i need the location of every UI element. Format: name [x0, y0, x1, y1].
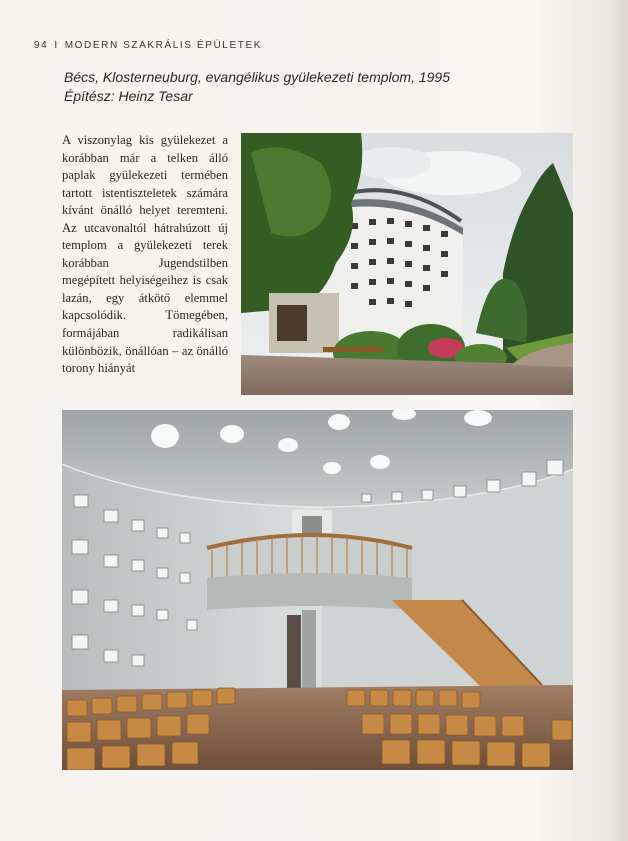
figure-caption [64, 68, 544, 106]
running-title: MODERN SZAKRÁLIS ÉPÜLETEK [64, 40, 262, 51]
body-text-column [62, 132, 228, 378]
header-separator: I [54, 40, 59, 51]
body-paragraph: A viszonylag kis gyülekezet a korábban már a telken álló paplak gyülekezeti termében tartott istentiszteletek számára kívánt önálló helyet teremteni. Az utcavonaltól hátrahúzott új templom a gyülekezeti terek korábban Jugendstilben megépített helyiségeihez is csak lazán, egy átkötő elemmel kapcsolódik. Tömegében, formájában radikálisan különbözik, önállóan – az önálló torony hiányát [62, 133, 228, 376]
page-number: 94 [34, 40, 49, 51]
caption-architect-line: Építész: Heinz Tesar [64, 88, 193, 104]
church-exterior-photo [241, 133, 573, 395]
church-exterior-illustration [241, 133, 573, 395]
running-header [34, 40, 262, 51]
caption-location-line: Bécs, Klosterneuburg, evangélikus gyülekezeti templom, 1995 [64, 69, 450, 85]
church-interior-illustration [62, 410, 573, 770]
church-interior-photo [62, 410, 573, 770]
